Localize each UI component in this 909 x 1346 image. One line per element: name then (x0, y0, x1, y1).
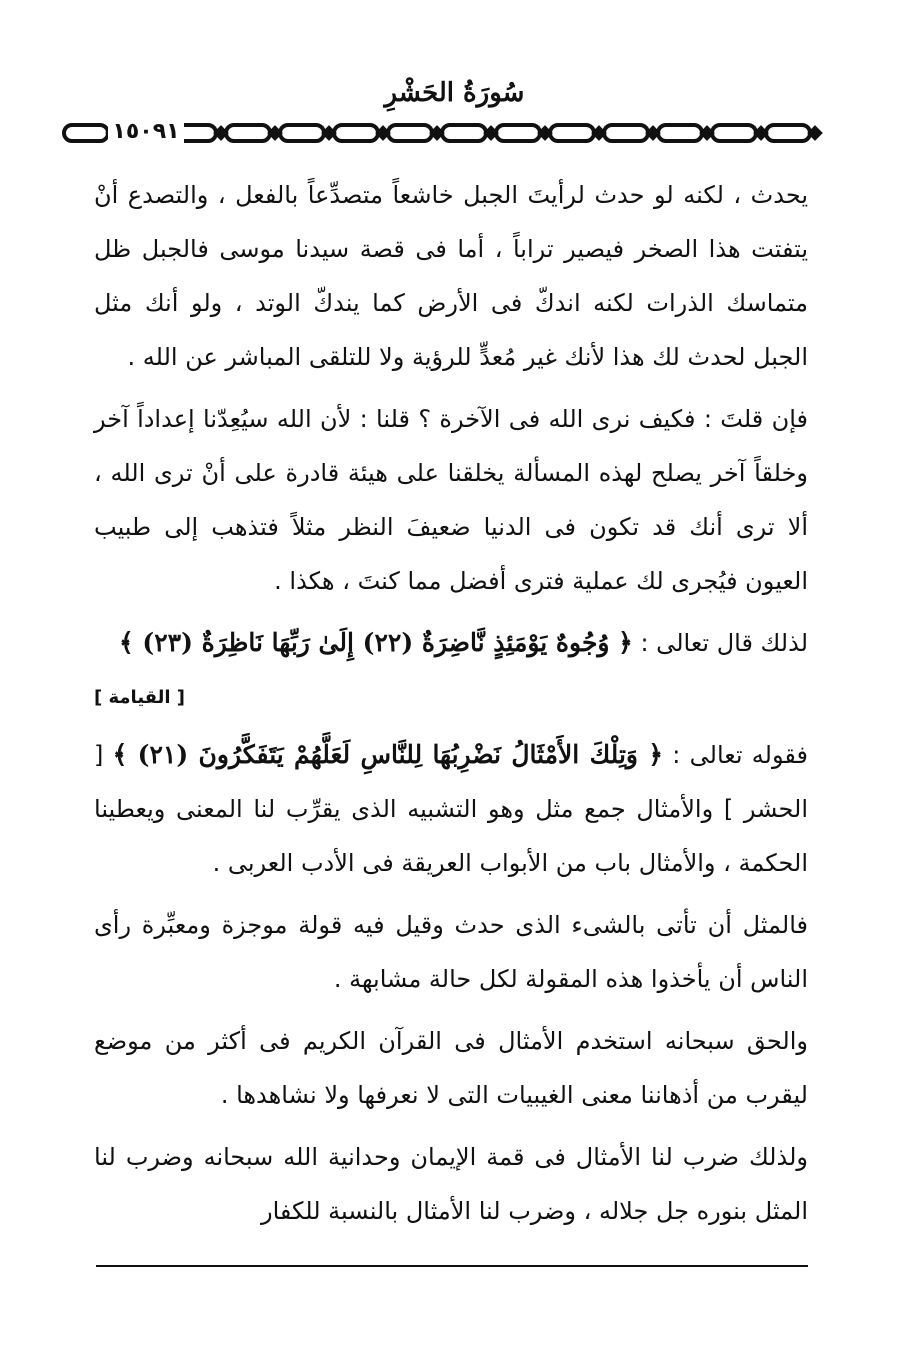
footer-rule (96, 1265, 808, 1267)
paragraph-verse (94, 728, 808, 890)
border-link (604, 125, 648, 141)
page-body (94, 168, 808, 1246)
border-link (496, 125, 540, 141)
verse-reference: [ القيامة ] (94, 687, 186, 708)
border-link (766, 125, 810, 141)
surah-title: سُورَةُ الحَشْرِ (384, 78, 525, 108)
page-number: ١٥٠٩١ (108, 118, 184, 146)
paragraph: والحق سبحانه استخدم الأمثال فى القرآن الكريم فى أكثر من موضع ليقرب من أذهاننا معنى الغيبيات التى لا نعرفها ولا نشاهدها . (94, 1027, 808, 1109)
border-link (658, 125, 702, 141)
border-link (334, 125, 378, 141)
verse-intro: لذلك قال تعالى : (640, 629, 808, 657)
border-link (388, 125, 432, 141)
border-link (712, 125, 756, 141)
verse-reference-line (94, 678, 808, 718)
border-link (280, 125, 324, 141)
quran-verse: ﴿ وَتِلْكَ الأَمْثَالُ نَضْرِبُهَا لِلنَّاسِ لَعَلَّهُمْ يَتَفَكَّرُونَ (٢١) ﴾ (112, 740, 663, 769)
paragraph: ولذلك ضرب لنا الأمثال فى قمة الإيمان وحدانية الله سبحانه وضرب لنا المثل بنوره جل جلاله ، وضرب لنا الأمثال بالنسبة للكفار (94, 1143, 808, 1225)
paragraph: يحدث ، لكنه لو حدث لرأيتَ الجبل خاشعاً متصدِّعاً بالفعل ، والتصدع أنْ يتفتت هذا الصخر فيصير تراباً ، أما فى قصة سيدنا موسى فالجبل ظل متماسك الذرات لكنه اندكّ فى الأرض كما يندكّ الوتد ، ولو أنك مثل الجبل لحدث لك هذا لأنك غير مُعدٍّ للرؤية ولا للتلقى المباشر عن الله . (94, 181, 808, 371)
paragraph: فالمثل أن تأتى بالشىء الذى حدث وقيل فيه قولة موجزة ومعبِّرة رأى الناس أن يأخذوا هذه المقولة لكل حالة مشابهة . (94, 911, 808, 993)
border-link (226, 125, 270, 141)
border-diamond (810, 128, 820, 138)
quran-verse: ﴿ وُجُوهٌ يَوْمَئِذٍ نَّاضِرَةٌ (٢٢) إِلَىٰ رَبِّهَا نَاظِرَةٌ (٢٣) ﴾ (119, 628, 633, 657)
border-link (442, 125, 486, 141)
paragraph-verse (94, 616, 808, 670)
paragraph: فإن قلتَ : فكيف نرى الله فى الآخرة ؟ قلنا : لأن الله سيُعِدّنا إعداداً آخر وخلقاً آخر يصلح لهذه المسألة يخلقنا على هيئة قادرة على أنْ ترى الله ، ألا ترى أنك قد تكون فى الدنيا ضعيفَ النظر مثلاً فتذهب إلى طبيب العيون فيُجرى لك عملية فترى أفضل مما كنتَ ، هكذا . (94, 405, 808, 595)
verse-intro: فقوله تعالى : (672, 741, 808, 769)
border-link (64, 125, 108, 141)
paragraph-continuation: [ الحشر ] والأمثال جمع مثل وهو التشبيه الذى يقرِّب لنا المعنى ويعطينا الحكمة ، والأمثال باب من الأبواب العريقة فى الأدب العربى . (94, 741, 808, 877)
border-link (550, 125, 594, 141)
